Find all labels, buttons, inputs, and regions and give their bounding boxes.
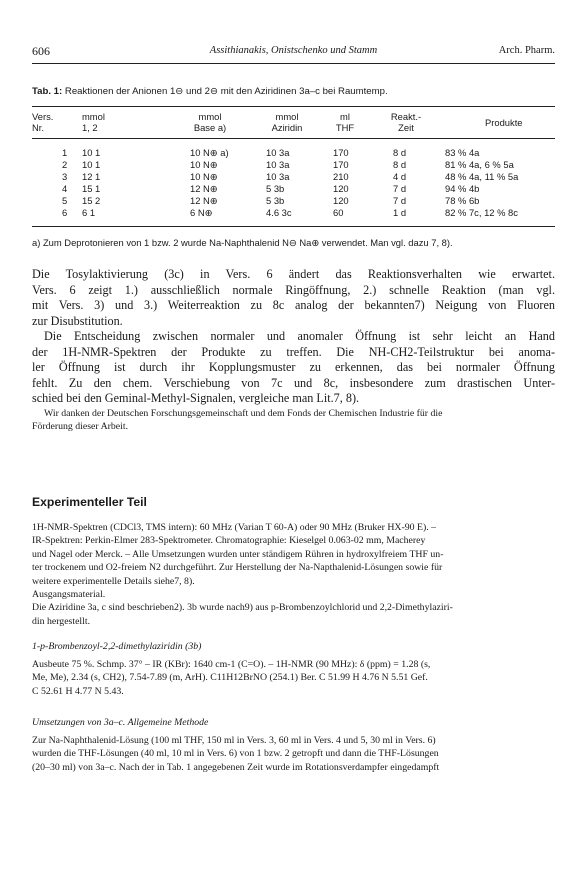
table-bottom-rule [32, 226, 555, 227]
col-header-aziridin: mmol Aziridin [271, 111, 303, 133]
acknowledgement [32, 407, 555, 433]
cell-mmol-anion: 10 1 [82, 147, 101, 158]
text-line: ler Öffnung ist durch ihr Kopplungsmuster zu erkennen, das bei normaler Öffnung [32, 360, 555, 375]
cell-thf: 210 [333, 171, 349, 182]
text-line: Die Entscheidung zwischen normaler und anomaler Öffnung ist sehr leicht an Hand [44, 329, 555, 343]
text-line: mit Vers. 3) und 3.) Weiterreaktion zu 8c analog der bekannten7) Neigung von Fluoren [32, 298, 555, 313]
running-authors: Assithianakis, Onistschenko und Stamm [209, 45, 378, 56]
text-line: Me, Me), 2.34 (s, CH2), 7.54-7.89 (m, ArH). C11H12BrNO (254.1) Ber. C 51.99 H 4.76 N 5.51 Gef. [32, 672, 428, 684]
cell-mmol-anion: 15 2 [82, 195, 101, 206]
table-header-rule [32, 138, 555, 139]
text-line: wurden die THF-Lösungen (40 ml, 10 ml in Vers. 6) von 1 bzw. 2 getropft und dann die THF-Lösungen [32, 748, 439, 760]
cell-aziridin: 4.6 3c [266, 207, 292, 218]
text-line: (20–30 ml) von 3a–c. Nach der in Tab. 1 angegebenen Zeit wurde im Rotationsverdampfer eingedampft [32, 761, 440, 773]
cell-base: 12 N⊕ [190, 183, 218, 194]
cell-thf: 170 [333, 147, 349, 158]
cell-thf: 170 [333, 159, 349, 170]
cell-base: 10 N⊕ [190, 159, 218, 170]
col-header-thf: ml THF [335, 111, 355, 133]
body-paragraph-1 [32, 267, 555, 329]
running-header [32, 44, 555, 58]
cell-produkte: 83 % 4a [445, 147, 480, 158]
text-line: weitere experimentelle Details siehe7, 8). [32, 575, 195, 587]
cell-thf: 120 [333, 183, 349, 194]
cell-thf: 60 [333, 207, 344, 218]
cell-produkte: 82 % 7c, 12 % 8c [445, 207, 518, 218]
table-caption-label: Tab. 1: [32, 86, 63, 97]
cell-zeit: 1 d [393, 207, 407, 218]
section-heading: Experimenteller Teil [32, 495, 147, 509]
table-caption [32, 86, 388, 97]
cell-thf: 120 [333, 195, 349, 206]
cell-aziridin: 10 3a [266, 147, 290, 158]
text-line: fehlt. Zu den chem. Verschiebung von 7c und 8c, insbesondere zum drastischen Unter- [32, 375, 555, 390]
text-line: Förderung dieser Arbeit. [32, 421, 129, 432]
cell-aziridin: 10 3a [266, 171, 290, 182]
cell-nr: 3 [62, 171, 68, 182]
col-header-produkte: Produkte [485, 117, 523, 128]
method-heading: Umsetzungen von 3a–c. Allgemeine Methode [32, 717, 209, 728]
cell-nr: 1 [62, 147, 68, 158]
cell-zeit: 8 d [393, 147, 407, 158]
cell-zeit: 4 d [393, 171, 407, 182]
cell-zeit: 8 d [393, 159, 407, 170]
text-line: zur Disubstitution. [32, 313, 123, 328]
cell-aziridin: 5 3b [266, 195, 285, 206]
table-footnote: a) Zum Deprotonieren von 1 bzw. 2 wurde Na-Naphthalenid N⊖ Na⊕ verwendet. Man vgl. dazu 7, 8). [32, 237, 453, 248]
text-line: Ausbeute 75 %. Schmp. 37° – IR (KBr): 1640 cm-1 (C=O). – 1H-NMR (90 MHz): δ (ppm) = 1.28 (s, [32, 659, 431, 670]
cell-mmol-anion: 6 1 [82, 207, 96, 218]
text-line: und Nagel oder Merck. – Alle Umsetzungen wurden unter ständigem Rühren in hydroxylfreiem THF un- [32, 548, 444, 560]
cell-base: 10 N⊕ a) [190, 147, 229, 158]
cell-produkte: 48 % 4a, 11 % 5a [445, 171, 519, 182]
compound-heading: 1-p-Brombenzoyl-2,2-dimethylaziridin (3b) [32, 641, 202, 652]
text-line: 1H-NMR-Spektren (CDCl3, TMS intern): 60 MHz (Varian T 60-A) oder 90 MHz (Bruker HX-90 E). – [32, 522, 437, 533]
body-paragraph-2 [32, 329, 555, 407]
col-header-zeit: Reakt.- Zeit [390, 111, 422, 133]
page-number: 606 [32, 44, 50, 58]
method-text [32, 734, 555, 774]
text-line: Ausgangsmaterial. [32, 589, 106, 601]
text-line: Die Aziridine 3a, c sind beschrieben2). 3b wurde nach9) aus p-Brombenzoylchlorid und 2,2-Dimethylaziri- [32, 602, 453, 614]
cell-mmol-anion: 15 1 [82, 183, 101, 194]
table-top-rule [32, 106, 555, 107]
header-rule [32, 63, 555, 64]
text-line: schied bei den Geminal-Methyl-Signalen, vergleiche man Lit.7, 8). [32, 391, 360, 406]
cell-zeit: 7 d [393, 183, 407, 194]
experimental-general [32, 521, 555, 628]
compound-data [32, 658, 555, 698]
text-line: din hergestellt. [32, 615, 91, 627]
text-line: Zur Na-Naphthalenid-Lösung (100 ml THF, 150 ml in Vers. 3, 60 ml in Vers. 4 und 5, 30 ml in Vers. 6) [32, 735, 436, 746]
text-line: IR-Spektren: Perkin-Elmer 283-Spektrometer. Chromatographie: Kieselgel 0.063-02 mm, Macherey [32, 535, 426, 547]
text-line: der 1H-NMR-Spektren der Produkte zu treffen. Die NH-CH2-Teilstruktur bei anoma- [32, 344, 555, 359]
cell-zeit: 7 d [393, 195, 407, 206]
cell-base: 6 N⊕ [190, 207, 213, 218]
cell-produkte: 78 % 6b [445, 195, 480, 206]
cell-produkte: 94 % 4b [445, 183, 480, 194]
col-header-base: mmol Base a) [193, 111, 227, 133]
table-caption-text: Reaktionen der Anionen 1⊖ und 2⊖ mit den Aziridinen 3a–c bei Raumtemp. [64, 86, 388, 97]
cell-mmol-anion: 10 1 [82, 159, 101, 170]
text-line: Vers. 6 zeigt 1.) ausschließlich normale Ringöffnung, 2.) schnelle Reaktion (man vgl. [32, 282, 555, 297]
cell-aziridin: 10 3a [266, 159, 290, 170]
text-line: ter trockenem und O2-freiem N2 durchgeführt. Zur Herstellung der Na-Napthalenid-Lösungen sowie für [32, 562, 443, 574]
cell-aziridin: 5 3b [266, 183, 285, 194]
text-line: C 52.61 H 4.77 N 5.43. [32, 685, 124, 697]
cell-base: 12 N⊕ [190, 195, 218, 206]
cell-nr: 2 [62, 159, 68, 170]
text-line: Die Tosylaktivierung (3c) in Vers. 6 ändert das Reaktionsverhalten wie erwartet. [32, 267, 555, 281]
cell-nr: 5 [62, 195, 68, 206]
text-line: Wir danken der Deutschen Forschungsgemeinschaft und dem Fonds der Chemischen Industrie für die [44, 408, 443, 419]
cell-nr: 6 [62, 207, 68, 218]
cell-nr: 4 [62, 183, 68, 194]
cell-mmol-anion: 12 1 [82, 171, 101, 182]
col-header-vers: Vers. Nr. [32, 111, 54, 133]
journal-name: Arch. Pharm. [498, 45, 555, 56]
cell-produkte: 81 % 4a, 6 % 5a [445, 159, 514, 170]
col-header-mmol-anion: mmol 1, 2 [82, 111, 105, 133]
cell-base: 10 N⊕ [190, 171, 218, 182]
